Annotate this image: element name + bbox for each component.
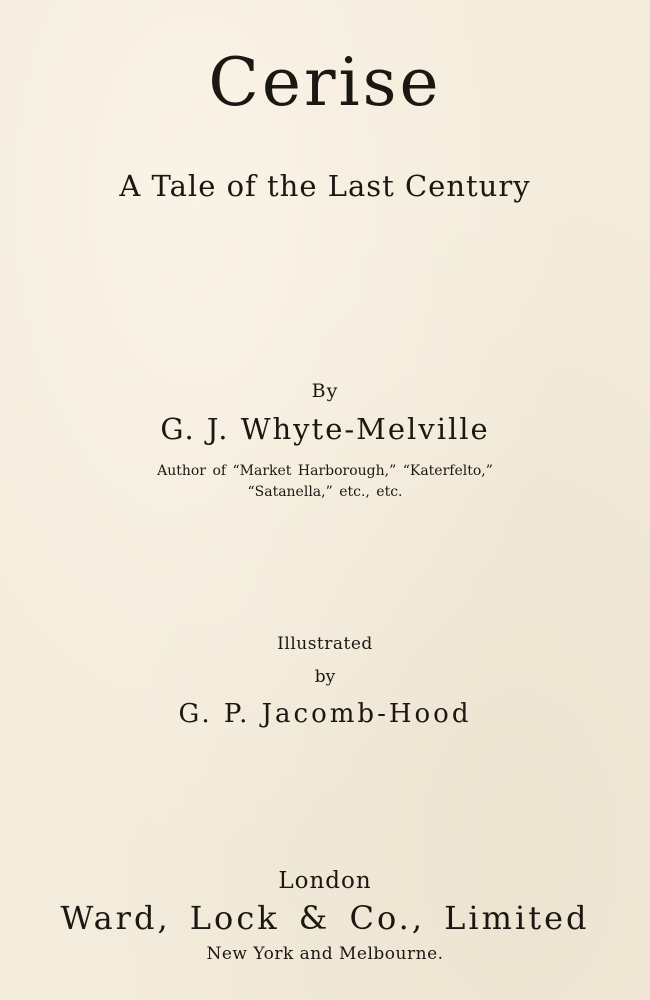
illustrated-label: Illustrated [277, 634, 373, 654]
author-works-line-2: “Satanella,” etc., etc. [247, 484, 403, 500]
book-subtitle: A Tale of the Last Century [119, 169, 531, 203]
illustrator-name: G. P. Jacomb-Hood [178, 699, 472, 729]
author-name: G. J. Whyte-Melville [160, 412, 490, 446]
book-title: Cerise [208, 44, 442, 121]
publisher-name: Ward, Lock & Co., Limited [60, 899, 590, 937]
illustrated-by-label: by [314, 667, 336, 687]
by-label: By [311, 380, 339, 402]
publisher-places: New York and Melbourne. [206, 944, 444, 964]
author-works-line-1: Author of “Market Harborough,” “Katerfelto,” [157, 463, 493, 479]
publisher-city: London [278, 868, 372, 894]
